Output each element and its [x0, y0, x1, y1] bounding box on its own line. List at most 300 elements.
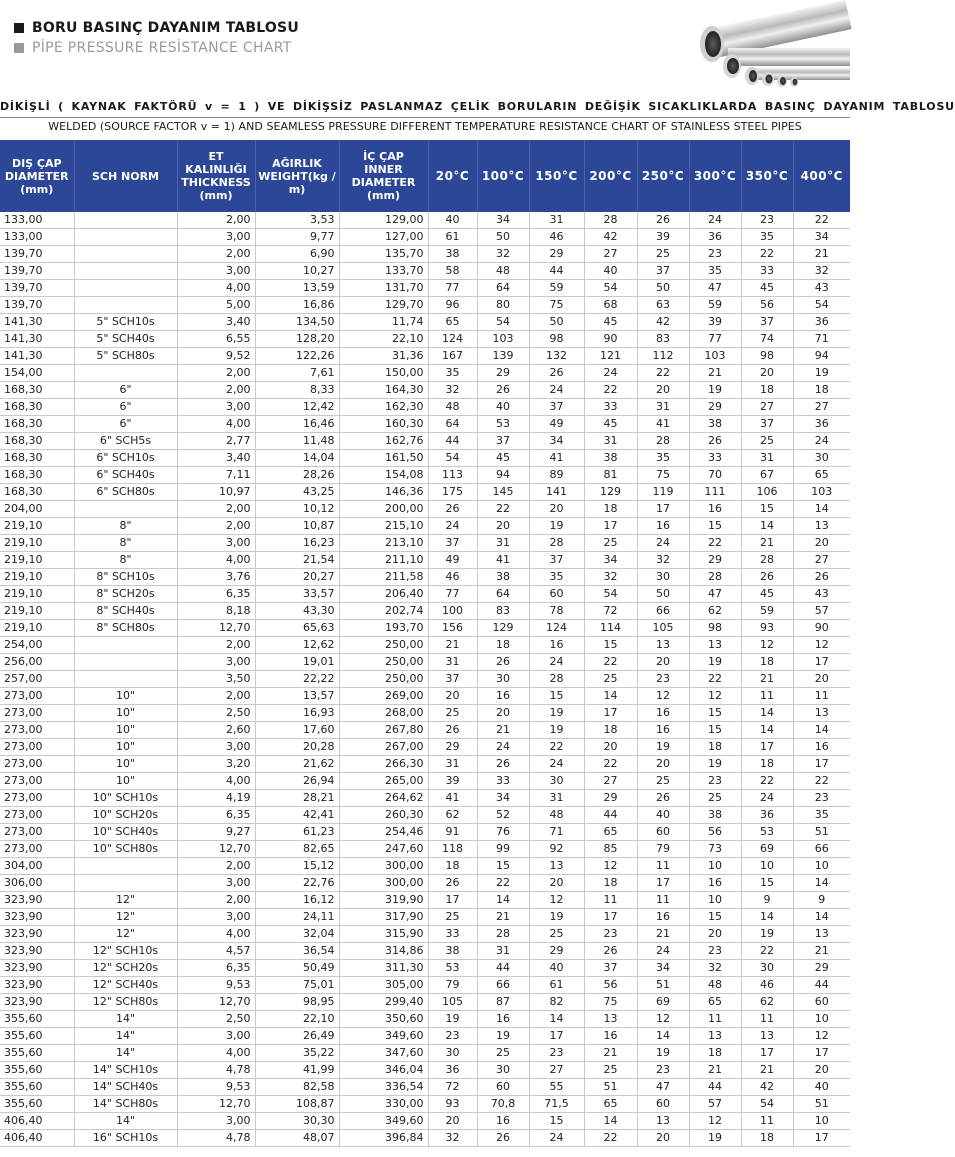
cell-weight: 12,42	[255, 399, 339, 416]
cell-temp-20c: 48	[428, 399, 477, 416]
cell-wall-thickness: 9,53	[177, 1079, 255, 1096]
cell-temp-150c: 29	[529, 246, 584, 263]
cell-temp-200c: 25	[584, 535, 637, 552]
cell-temp-250c: 119	[637, 484, 689, 501]
cell-temp-100c: 83	[477, 603, 529, 620]
cell-temp-250c: 75	[637, 467, 689, 484]
cell-sch-norm: 10" SCH40s	[74, 824, 177, 841]
cell-temp-150c: 46	[529, 229, 584, 246]
cell-temp-20c: 77	[428, 280, 477, 297]
cell-outer-diameter: 139,70	[0, 280, 74, 297]
cell-temp-300c: 10	[689, 858, 741, 875]
cell-temp-300c: 23	[689, 246, 741, 263]
cell-temp-150c: 20	[529, 501, 584, 518]
cell-temp-300c: 24	[689, 212, 741, 229]
cell-temp-300c: 19	[689, 382, 741, 399]
cell-temp-250c: 24	[637, 535, 689, 552]
cell-temp-400c: 65	[793, 467, 850, 484]
column-header-line: DIAMETER	[4, 169, 69, 183]
cell-wall-thickness: 9,53	[177, 977, 255, 994]
cell-temp-100c: 34	[477, 790, 529, 807]
cell-wall-thickness: 3,76	[177, 569, 255, 586]
cell-temp-200c: 27	[584, 773, 637, 790]
cell-temp-150c: 24	[529, 756, 584, 773]
cell-temp-100c: 103	[477, 331, 529, 348]
cell-temp-400c: 22	[793, 212, 850, 229]
cell-inner-diameter: 300,00	[339, 858, 428, 875]
cell-temp-20c: 65	[428, 314, 477, 331]
cell-inner-diameter: 160,30	[339, 416, 428, 433]
cell-temp-300c: 19	[689, 654, 741, 671]
cell-temp-300c: 21	[689, 1062, 741, 1079]
cell-wall-thickness: 2,77	[177, 433, 255, 450]
cell-temp-300c: 23	[689, 773, 741, 790]
cell-temp-350c: 59	[741, 603, 793, 620]
cell-temp-250c: 112	[637, 348, 689, 365]
cell-temp-250c: 21	[637, 926, 689, 943]
cell-temp-250c: 13	[637, 1113, 689, 1130]
cell-temp-350c: 12	[741, 637, 793, 654]
cell-temp-250c: 25	[637, 246, 689, 263]
cell-temp-20c: 96	[428, 297, 477, 314]
cell-temp-200c: 37	[584, 960, 637, 977]
column-header-line: 20°C	[435, 168, 470, 183]
cell-wall-thickness: 2,00	[177, 365, 255, 382]
cell-temp-150c: 13	[529, 858, 584, 875]
column-header-line: AĞIRLIK	[272, 156, 322, 170]
cell-temp-350c: 98	[741, 348, 793, 365]
cell-temp-300c: 19	[689, 1130, 741, 1147]
cell-temp-200c: 22	[584, 382, 637, 399]
cell-temp-150c: 98	[529, 331, 584, 348]
cell-temp-300c: 28	[689, 569, 741, 586]
cell-sch-norm: 12"	[74, 892, 177, 909]
column-header-line: 200°C	[589, 168, 632, 183]
cell-temp-150c: 19	[529, 909, 584, 926]
cell-wall-thickness: 2,00	[177, 637, 255, 654]
table-row	[0, 331, 850, 348]
cell-outer-diameter: 355,60	[0, 1079, 74, 1096]
cell-temp-150c: 19	[529, 705, 584, 722]
cell-temp-400c: 36	[793, 314, 850, 331]
cell-sch-norm: 10"	[74, 722, 177, 739]
cell-inner-diameter: 250,00	[339, 637, 428, 654]
cell-temp-250c: 20	[637, 756, 689, 773]
cell-temp-250c: 79	[637, 841, 689, 858]
cell-temp-100c: 52	[477, 807, 529, 824]
cell-temp-300c: 47	[689, 586, 741, 603]
cell-wall-thickness: 3,00	[177, 399, 255, 416]
cell-temp-20c: 26	[428, 722, 477, 739]
cell-temp-200c: 129	[584, 484, 637, 501]
cell-sch-norm	[74, 246, 177, 263]
cell-temp-20c: 25	[428, 909, 477, 926]
cell-temp-350c: 26	[741, 569, 793, 586]
cell-wall-thickness: 2,00	[177, 858, 255, 875]
table-row	[0, 603, 850, 620]
cell-temp-250c: 20	[637, 654, 689, 671]
cell-temp-350c: 93	[741, 620, 793, 637]
cell-sch-norm: 12" SCH20s	[74, 960, 177, 977]
cell-temp-200c: 28	[584, 212, 637, 229]
cell-temp-350c: 18	[741, 654, 793, 671]
table-row	[0, 501, 850, 518]
table-row	[0, 297, 850, 314]
cell-inner-diameter: 146,36	[339, 484, 428, 501]
cell-temp-100c: 99	[477, 841, 529, 858]
cell-outer-diameter: 133,00	[0, 212, 74, 229]
cell-wall-thickness: 7,11	[177, 467, 255, 484]
cell-wall-thickness: 6,35	[177, 586, 255, 603]
cell-weight: 6,90	[255, 246, 339, 263]
table-row	[0, 790, 850, 807]
cell-temp-100c: 26	[477, 382, 529, 399]
cell-sch-norm: 10"	[74, 688, 177, 705]
cell-temp-250c: 105	[637, 620, 689, 637]
cell-sch-norm: 14" SCH10s	[74, 1062, 177, 1079]
cell-temp-250c: 83	[637, 331, 689, 348]
cell-temp-100c: 94	[477, 467, 529, 484]
cell-weight: 24,11	[255, 909, 339, 926]
cell-temp-200c: 15	[584, 637, 637, 654]
cell-sch-norm: 10"	[74, 705, 177, 722]
cell-temp-100c: 16	[477, 688, 529, 705]
cell-temp-20c: 72	[428, 1079, 477, 1096]
cell-temp-400c: 21	[793, 943, 850, 960]
cell-temp-200c: 40	[584, 263, 637, 280]
cell-weight: 108,87	[255, 1096, 339, 1113]
cell-temp-300c: 18	[689, 1045, 741, 1062]
cell-outer-diameter: 273,00	[0, 824, 74, 841]
cell-temp-350c: 21	[741, 535, 793, 552]
cell-weight: 11,48	[255, 433, 339, 450]
cell-outer-diameter: 355,60	[0, 1045, 74, 1062]
cell-temp-20c: 40	[428, 212, 477, 229]
cell-weight: 22,22	[255, 671, 339, 688]
cell-weight: 36,54	[255, 943, 339, 960]
cell-temp-100c: 16	[477, 1011, 529, 1028]
cell-temp-200c: 34	[584, 552, 637, 569]
table-row	[0, 671, 850, 688]
cell-weight: 26,94	[255, 773, 339, 790]
cell-outer-diameter: 273,00	[0, 773, 74, 790]
cell-temp-200c: 22	[584, 1130, 637, 1147]
cell-temp-20c: 41	[428, 790, 477, 807]
cell-inner-diameter: 299,40	[339, 994, 428, 1011]
cell-temp-100c: 37	[477, 433, 529, 450]
cell-inner-diameter: 211,58	[339, 569, 428, 586]
cell-sch-norm: 6" SCH40s	[74, 467, 177, 484]
cell-temp-100c: 60	[477, 1079, 529, 1096]
cell-inner-diameter: 161,50	[339, 450, 428, 467]
cell-inner-diameter: 150,00	[339, 365, 428, 382]
cell-temp-400c: 10	[793, 858, 850, 875]
cell-temp-20c: 32	[428, 1130, 477, 1147]
cell-temp-200c: 20	[584, 739, 637, 756]
column-header-line: 250°C	[641, 168, 685, 183]
cell-temp-200c: 65	[584, 824, 637, 841]
cell-temp-150c: 25	[529, 926, 584, 943]
column-header-line: THICKNESS	[181, 176, 251, 189]
cell-temp-200c: 17	[584, 705, 637, 722]
cell-weight: 16,86	[255, 297, 339, 314]
cell-temp-400c: 16	[793, 739, 850, 756]
cell-outer-diameter: 406,40	[0, 1130, 74, 1147]
cell-inner-diameter: 162,76	[339, 433, 428, 450]
cell-inner-diameter: 215,10	[339, 518, 428, 535]
cell-weight: 15,12	[255, 858, 339, 875]
cell-temp-300c: 15	[689, 518, 741, 535]
cell-sch-norm	[74, 875, 177, 892]
cell-inner-diameter: 346,04	[339, 1062, 428, 1079]
cell-temp-200c: 29	[584, 790, 637, 807]
cell-inner-diameter: 211,10	[339, 552, 428, 569]
cell-temp-20c: 29	[428, 739, 477, 756]
cell-temp-250c: 34	[637, 960, 689, 977]
cell-temp-150c: 15	[529, 688, 584, 705]
cell-wall-thickness: 3,00	[177, 909, 255, 926]
cell-weight: 16,23	[255, 535, 339, 552]
cell-temp-200c: 32	[584, 569, 637, 586]
cell-temp-300c: 48	[689, 977, 741, 994]
cell-wall-thickness: 2,00	[177, 212, 255, 229]
cell-temp-100c: 19	[477, 1028, 529, 1045]
cell-wall-thickness: 3,00	[177, 263, 255, 280]
cell-outer-diameter: 141,30	[0, 331, 74, 348]
cell-temp-20c: 39	[428, 773, 477, 790]
cell-temp-200c: 31	[584, 433, 637, 450]
table-row	[0, 314, 850, 331]
column-header-line: m)	[288, 182, 306, 196]
cell-temp-20c: 17	[428, 892, 477, 909]
column-header-line: İÇ ÇAP	[363, 150, 404, 163]
column-header-line: ET	[208, 150, 224, 163]
cell-temp-400c: 34	[793, 229, 850, 246]
cell-weight: 75,01	[255, 977, 339, 994]
cell-temp-350c: 69	[741, 841, 793, 858]
cell-temp-350c: 106	[741, 484, 793, 501]
cell-temp-150c: 23	[529, 1045, 584, 1062]
cell-temp-400c: 19	[793, 365, 850, 382]
cell-temp-20c: 32	[428, 382, 477, 399]
cell-inner-diameter: 349,60	[339, 1113, 428, 1130]
cell-temp-20c: 38	[428, 943, 477, 960]
cell-temp-150c: 40	[529, 960, 584, 977]
cell-sch-norm: 12"	[74, 909, 177, 926]
table-row	[0, 365, 850, 382]
cell-temp-200c: 17	[584, 909, 637, 926]
cell-temp-100c: 31	[477, 535, 529, 552]
table-row	[0, 1062, 850, 1079]
cell-temp-100c: 54	[477, 314, 529, 331]
cell-temp-350c: 53	[741, 824, 793, 841]
cell-wall-thickness: 3,20	[177, 756, 255, 773]
cell-temp-250c: 32	[637, 552, 689, 569]
cell-temp-400c: 43	[793, 586, 850, 603]
column-header-line: 150°C	[535, 168, 578, 183]
cell-temp-100c: 33	[477, 773, 529, 790]
cell-temp-20c: 19	[428, 1011, 477, 1028]
cell-temp-150c: 15	[529, 1113, 584, 1130]
cell-sch-norm: 8" SCH20s	[74, 586, 177, 603]
column-header-temp-400c	[793, 140, 850, 212]
cell-temp-300c: 22	[689, 535, 741, 552]
cell-sch-norm	[74, 263, 177, 280]
cell-temp-150c: 41	[529, 450, 584, 467]
cell-outer-diameter: 323,90	[0, 926, 74, 943]
cell-inner-diameter: 267,80	[339, 722, 428, 739]
cell-inner-diameter: 264,62	[339, 790, 428, 807]
cell-temp-20c: 46	[428, 569, 477, 586]
cell-sch-norm	[74, 365, 177, 382]
column-header-sch-norm	[74, 140, 177, 212]
cell-outer-diameter: 323,90	[0, 977, 74, 994]
table-header-row	[0, 140, 850, 212]
cell-temp-150c: 55	[529, 1079, 584, 1096]
cell-temp-300c: 57	[689, 1096, 741, 1113]
cell-temp-300c: 103	[689, 348, 741, 365]
cell-weight: 12,62	[255, 637, 339, 654]
cell-temp-100c: 64	[477, 586, 529, 603]
cell-temp-150c: 24	[529, 382, 584, 399]
cell-temp-350c: 18	[741, 382, 793, 399]
cell-inner-diameter: 22,10	[339, 331, 428, 348]
cell-wall-thickness: 4,57	[177, 943, 255, 960]
cell-temp-400c: 20	[793, 671, 850, 688]
cell-weight: 22,10	[255, 1011, 339, 1028]
cell-temp-400c: 27	[793, 552, 850, 569]
cell-temp-250c: 69	[637, 994, 689, 1011]
cell-sch-norm: 5" SCH10s	[74, 314, 177, 331]
cell-temp-20c: 58	[428, 263, 477, 280]
cell-inner-diameter: 213,10	[339, 535, 428, 552]
cell-temp-300c: 38	[689, 807, 741, 824]
cell-temp-100c: 64	[477, 280, 529, 297]
cell-temp-250c: 19	[637, 1045, 689, 1062]
cell-temp-400c: 10	[793, 1011, 850, 1028]
cell-sch-norm: 12" SCH80s	[74, 994, 177, 1011]
cell-outer-diameter: 254,00	[0, 637, 74, 654]
cell-sch-norm: 6" SCH80s	[74, 484, 177, 501]
cell-temp-100c: 21	[477, 909, 529, 926]
cell-temp-250c: 30	[637, 569, 689, 586]
cell-outer-diameter: 323,90	[0, 909, 74, 926]
cell-temp-300c: 38	[689, 416, 741, 433]
cell-temp-100c: 30	[477, 671, 529, 688]
cell-temp-400c: 10	[793, 1113, 850, 1130]
cell-temp-20c: 26	[428, 875, 477, 892]
cell-temp-400c: 18	[793, 382, 850, 399]
cell-temp-250c: 42	[637, 314, 689, 331]
cell-sch-norm	[74, 229, 177, 246]
cell-weight: 26,49	[255, 1028, 339, 1045]
cell-temp-300c: 36	[689, 229, 741, 246]
table-row	[0, 212, 850, 229]
cell-weight: 19,01	[255, 654, 339, 671]
cell-temp-250c: 28	[637, 433, 689, 450]
cell-wall-thickness: 2,00	[177, 382, 255, 399]
cell-temp-400c: 21	[793, 246, 850, 263]
cell-temp-400c: 14	[793, 909, 850, 926]
cell-inner-diameter: 347,60	[339, 1045, 428, 1062]
cell-temp-100c: 50	[477, 229, 529, 246]
cell-temp-350c: 14	[741, 518, 793, 535]
cell-wall-thickness: 4,00	[177, 773, 255, 790]
cell-temp-20c: 36	[428, 1062, 477, 1079]
cell-sch-norm	[74, 671, 177, 688]
cell-outer-diameter: 273,00	[0, 739, 74, 756]
cell-temp-150c: 16	[529, 637, 584, 654]
cell-temp-250c: 50	[637, 280, 689, 297]
cell-outer-diameter: 406,40	[0, 1113, 74, 1130]
cell-temp-150c: 141	[529, 484, 584, 501]
cell-temp-350c: 17	[741, 1045, 793, 1062]
table-row	[0, 1011, 850, 1028]
cell-temp-400c: 26	[793, 569, 850, 586]
column-header-outer-diameter	[0, 140, 74, 212]
cell-temp-20c: 38	[428, 246, 477, 263]
cell-wall-thickness: 3,00	[177, 875, 255, 892]
cell-temp-400c: 13	[793, 705, 850, 722]
cell-temp-150c: 30	[529, 773, 584, 790]
cell-temp-150c: 31	[529, 212, 584, 229]
cell-outer-diameter: 273,00	[0, 841, 74, 858]
cell-wall-thickness: 3,00	[177, 654, 255, 671]
column-header-temp-200c	[584, 140, 637, 212]
cell-inner-diameter: 319,90	[339, 892, 428, 909]
table-row	[0, 977, 850, 994]
cell-temp-200c: 85	[584, 841, 637, 858]
cell-temp-200c: 33	[584, 399, 637, 416]
cell-temp-400c: 22	[793, 773, 850, 790]
cell-sch-norm: 14"	[74, 1113, 177, 1130]
cell-temp-350c: 18	[741, 1130, 793, 1147]
cell-temp-100c: 80	[477, 297, 529, 314]
cell-temp-400c: 60	[793, 994, 850, 1011]
cell-temp-300c: 15	[689, 705, 741, 722]
cell-temp-150c: 78	[529, 603, 584, 620]
cell-weight: 10,27	[255, 263, 339, 280]
cell-temp-100c: 20	[477, 518, 529, 535]
cell-temp-20c: 77	[428, 586, 477, 603]
cell-sch-norm: 10" SCH80s	[74, 841, 177, 858]
cell-outer-diameter: 168,30	[0, 382, 74, 399]
cell-inner-diameter: 317,90	[339, 909, 428, 926]
cell-outer-diameter: 168,30	[0, 484, 74, 501]
cell-wall-thickness: 5,00	[177, 297, 255, 314]
cell-outer-diameter: 273,00	[0, 790, 74, 807]
cell-wall-thickness: 2,50	[177, 705, 255, 722]
table-row	[0, 467, 850, 484]
column-header-line: KALINLIĞI	[185, 163, 247, 176]
cell-weight: 9,77	[255, 229, 339, 246]
cell-wall-thickness: 4,00	[177, 280, 255, 297]
cell-temp-150c: 60	[529, 586, 584, 603]
cell-outer-diameter: 355,60	[0, 1096, 74, 1113]
cell-temp-400c: 17	[793, 654, 850, 671]
cell-temp-20c: 24	[428, 518, 477, 535]
cell-temp-100c: 76	[477, 824, 529, 841]
cell-temp-100c: 139	[477, 348, 529, 365]
cell-weight: 42,41	[255, 807, 339, 824]
cell-temp-200c: 75	[584, 994, 637, 1011]
cell-temp-100c: 20	[477, 705, 529, 722]
subtitle-bullet	[14, 43, 24, 53]
cell-inner-diameter: 206,40	[339, 586, 428, 603]
column-header-line: DIŞ ÇAP	[11, 156, 62, 170]
table-row	[0, 280, 850, 297]
cell-temp-350c: 10	[741, 858, 793, 875]
